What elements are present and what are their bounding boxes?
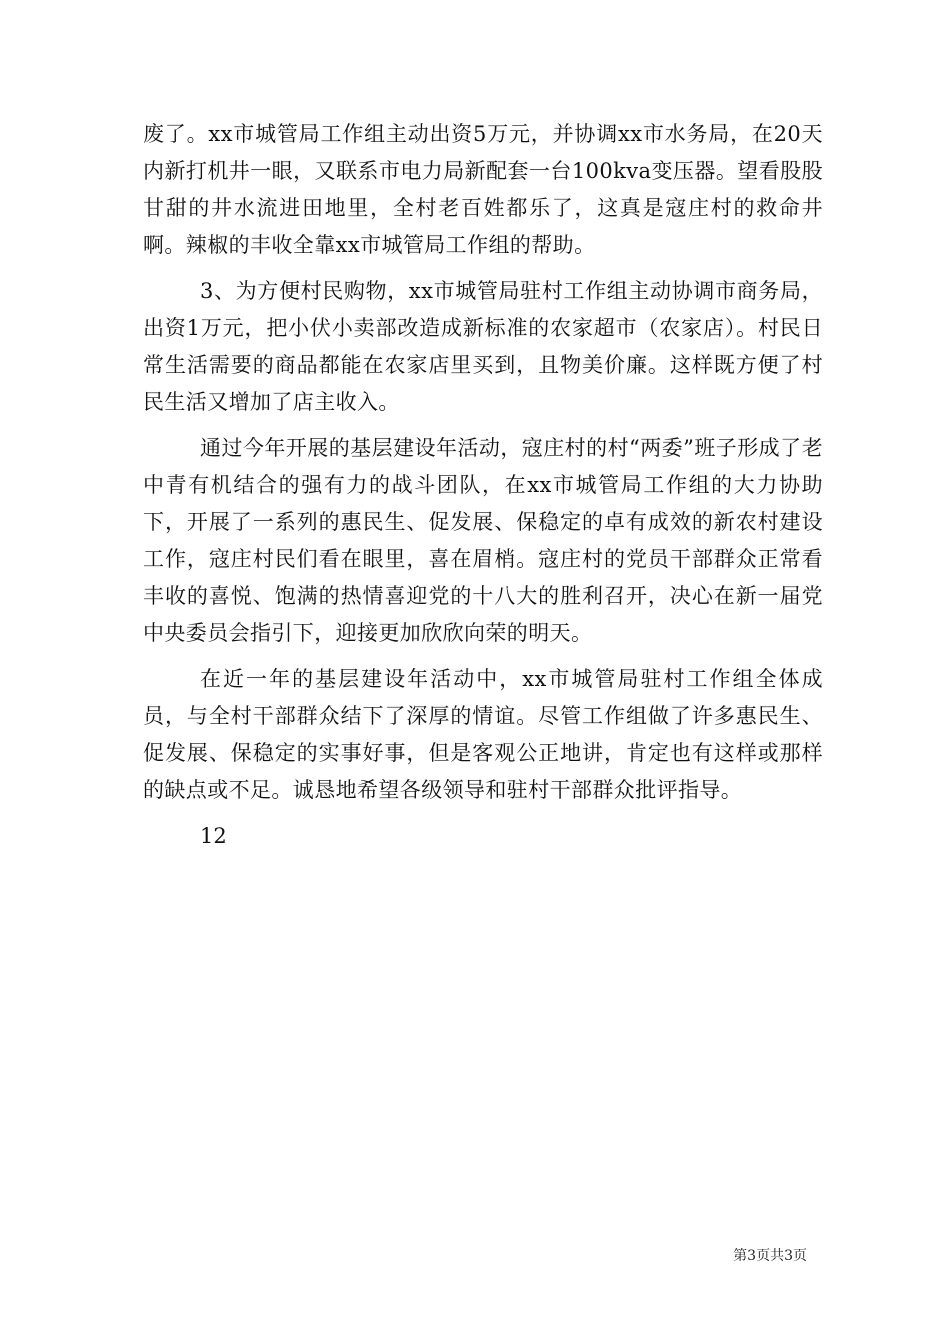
paragraph-summary: 通过今年开展的基层建设年活动，寇庄村的村“两委”班子形成了老中青有机结合的强有力的战斗团队，在xx市城管局工作组的大力协助下，开展了一系列的惠民生、促发展、保稳定的卓有成效的新农村建设工作，寇庄村民们看在眼里，喜在眉梢。寇庄村的党员干部群众正常看丰收的喜悦、饱满的热情喜迎党的十八大的胜利召开，决心在新一届党中央委员会指引下，迎接更加欣欣向荣的明天。 — [143, 436, 823, 645]
paragraph-continuation: 废了。xx市城管局工作组主动出资5万元，并协调xx市水务局，在20天内新打机井一眼，又联系市电力局新配套一台100kva变压器。望看股股甘甜的井水流进田地里，全村老百姓都乐了，这真是寇庄村的救命井啊。辣椒的丰收全靠xx市城管局工作组的帮助。 — [143, 122, 823, 257]
paragraph-closing: 在近一年的基层建设年活动中，xx市城管局驻村工作组全体成员，与全村干部群众结下了深厚的情谊。尽管工作组做了许多惠民生、促发展、保稳定的实事好事，但是客观公正地讲，肯定也有这样或那样的缺点或不足。诚恳地希望各级领导和驻村干部群众批评指导。 — [143, 667, 823, 802]
document-body — [143, 116, 823, 855]
body-page-number: 12 — [200, 824, 227, 848]
page-footer-indicator: 第3页共3页 — [733, 1248, 807, 1264]
paragraph-item-3: 3、为方便村民购物，xx市城管局驻村工作组主动协调市商务局，出资1万元，把小伏小卖部改造成新标准的农家超市（农家店）。村民日常生活需要的商品都能在农家店里买到，且物美价廉。这样既方便了村民生活又增加了店主收入。 — [143, 279, 823, 414]
